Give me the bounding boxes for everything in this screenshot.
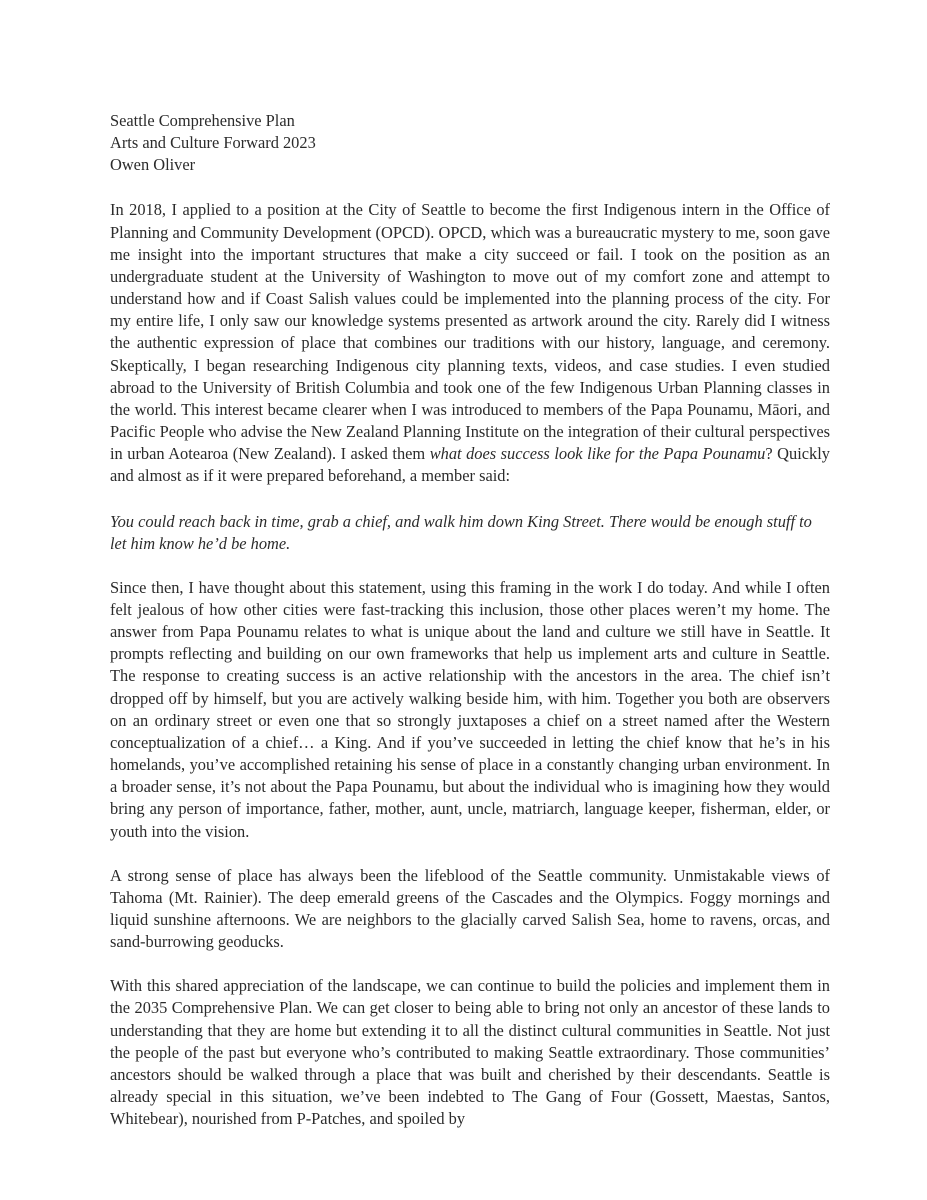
paragraph-sense-of-place: A strong sense of place has always been the lifeblood of the Seattle community. Unmistakable views of Tahoma (Mt. Rainier). The deep emerald greens of the Cascades and the Olympics. Foggy mornings and liquid sunshine afternoons. We are neighbors to the glacially carved Salish Sea, home to ravens, orcas, and sand-burrowing geoducks. [110,865,830,952]
paragraph-comprehensive-plan: With this shared appreciation of the landscape, we can continue to build the policies and implement them in the 2035 Comprehensive Plan. We can get closer to being able to bring not only an ancestor of these lands to understanding that they are home but extending it to all the distinct cultural communities in Seattle. Not just the people of the past but everyone who’s contributed to making Seattle extraordinary. Those communities’ ancestors should be walked through a place that was built and cherished by their descendants. Seattle is already special in this situation, we’ve been indebted to The Gang of Four (Gossett, Maestas, Santos, Whitebear), nourished from P-Patches, and spoiled by [110,976,830,1129]
author-name: Owen Oliver [110,155,196,175]
block-quote: You could reach back in time, grab a chief, and walk him down King Street. There would be enough stuff to let him know he’d be home. [110,511,812,553]
paragraph-intro-question: what does success look like for the Papa Pounamu [429,444,766,464]
paragraph-intro [110,199,830,487]
document-header [110,110,830,176]
document-page [110,110,830,1130]
paragraph-intro-ending: ? Quickly and almost as if it were prepared beforehand, a member said: [110,444,830,486]
paragraph-reflection: Since then, I have thought about this statement, using this framing in the work I do today. And while I often felt jealous of how other cities were fast-tracking this inclusion, those other places weren’t my home. The answer from Papa Pounamu relates to what is unique about the land and culture we still have in Seattle. It prompts reflecting and building on our own frameworks that help us implement arts and culture in Seattle. The response to creating success is an active relationship with the ancestors in the area. The chief isn’t dropped off by himself, but you are actively walking beside him, with him. Together you both are observers on an ordinary street or even one that so strongly juxtaposes a chief on a street named after the Western conceptualization of a chief… a King. And if you’ve succeeded in letting the chief know that he’s in his homelands, you’ve accomplished retaining his sense of place in a constantly changing urban environment. In a broader sense, it’s not about the Papa Pounamu, but about the individual who is imagining how they would bring any person of importance, father, mother, aunt, uncle, matriarch, language keeper, fisherman, elder, or youth into the vision. [110,577,830,841]
section-title: Arts and Culture Forward 2023 [110,133,316,153]
plan-title: Seattle Comprehensive Plan [110,111,295,130]
paragraph-intro-text: In 2018, I applied to a position at the City of Seattle to become the first Indigenous intern in the Office of Planning and Community Development (OPCD). OPCD, which was a bureaucratic mystery to me, soon gave me insight into the important structures that make a city succeed or fail. I took on the position as an undergraduate student at the University of Washington to move out of my comfort zone and attempt to understand how and if Coast Salish values could be implemented into the planning process of the city. For my entire life, I only saw our knowledge systems presented as artwork around the city. Rarely did I witness the authentic expression of place that combines our traditions with our history, language, and ceremony. Skeptically, I began researching Indigenous city planning texts, videos, and case studies. I even studied abroad to the University of British Columbia and took one of the few Indigenous Urban Planning classes in the world. This interest became clearer when I was introduced to members of the Papa Pounamu, Māori, and Pacific People who advise the New Zealand Planning Institute on the integration of their cultural perspectives in urban Aotearoa (New Zealand). I asked them [110,200,830,464]
